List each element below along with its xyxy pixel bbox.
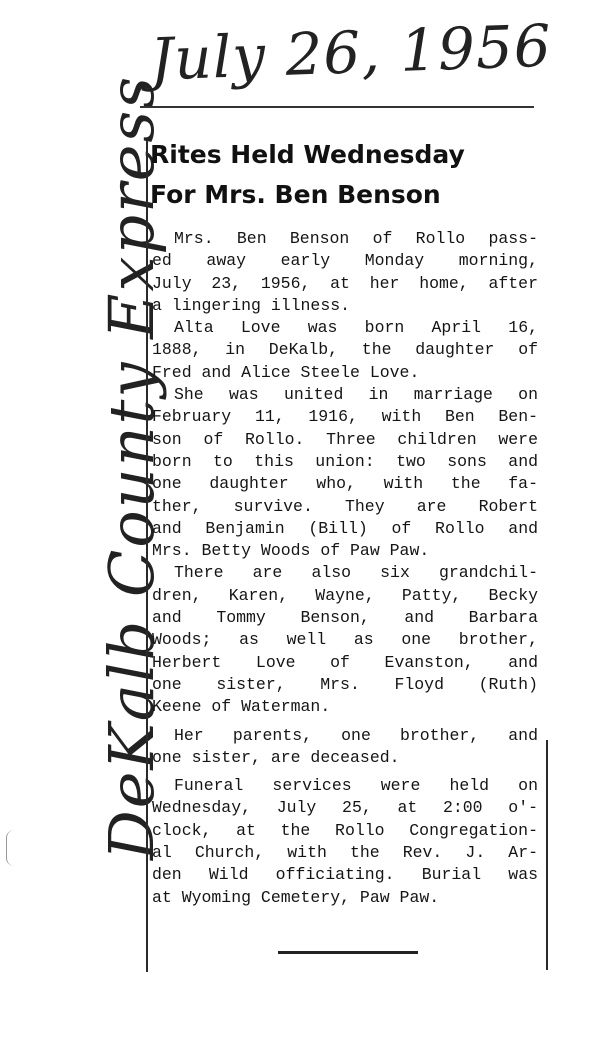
article-line: dren, Karen, Wayne, Patty, Becky bbox=[152, 585, 538, 605]
article-line: Alta Love was born April 16, bbox=[174, 318, 538, 338]
column-rule-right bbox=[546, 740, 548, 970]
article-line: Funeral services were held on bbox=[174, 776, 538, 796]
article-paragraph-2 bbox=[152, 317, 538, 384]
article-paragraph-1 bbox=[152, 228, 538, 317]
article-line: Herbert Love of Evanston, and bbox=[152, 652, 538, 672]
handwritten-date: July 26, 1956 bbox=[148, 11, 553, 94]
article-line: There are also six grandchil- bbox=[174, 563, 538, 583]
article-line: a lingering illness. bbox=[152, 295, 351, 315]
column-rule-left bbox=[146, 140, 148, 972]
article-line: February 11, 1916, with Ben Ben- bbox=[152, 407, 538, 427]
article-line: Woods; as well as one brother, bbox=[152, 630, 538, 650]
article-line: and Benjamin (Bill) of Rollo and bbox=[152, 518, 538, 538]
article-line: July 23, 1956, at her home, after bbox=[152, 273, 538, 293]
article-line: one daughter who, with the fa- bbox=[152, 474, 538, 494]
clipping-top-rule bbox=[140, 106, 534, 108]
article-line: son of Rollo. Three children were bbox=[152, 429, 538, 449]
article-line: Mrs. Betty Woods of Paw Paw. bbox=[152, 541, 430, 561]
article-line: Her parents, one brother, and bbox=[174, 725, 538, 745]
article-line: one sister, are deceased. bbox=[152, 747, 400, 767]
article-line: ed away early Monday morning, bbox=[152, 251, 538, 271]
article-line: Wednesday, July 25, at 2:00 o'- bbox=[152, 798, 538, 818]
article-line: 1888, in DeKalb, the daughter of bbox=[152, 340, 538, 360]
article-paragraph-6 bbox=[152, 775, 538, 909]
headline-line-1: Rites Held Wednesday bbox=[150, 140, 465, 169]
article-line: Keene of Waterman. bbox=[152, 697, 331, 717]
headline bbox=[150, 135, 530, 215]
article-line: and Tommy Benson, and Barbara bbox=[152, 608, 538, 628]
article-line: at Wyoming Cemetery, Paw Paw. bbox=[152, 887, 440, 907]
article-line: den Wild officiating. Burial was bbox=[152, 865, 538, 885]
article-line: ther, survive. They are Robert bbox=[152, 496, 538, 516]
article-body bbox=[152, 228, 538, 909]
headline-line-2: For Mrs. Ben Benson bbox=[150, 180, 441, 209]
article-paragraph-4 bbox=[152, 562, 538, 718]
article-paragraph-3 bbox=[152, 384, 538, 562]
article-paragraph-5 bbox=[152, 725, 538, 770]
article-line: clock, at the Rollo Congregation- bbox=[152, 820, 538, 840]
article-line: Mrs. Ben Benson of Rollo pass- bbox=[174, 229, 538, 248]
article-line: She was united in marriage on bbox=[174, 385, 538, 405]
article-end-rule bbox=[278, 951, 418, 954]
margin-mark bbox=[6, 830, 17, 866]
handwritten-source-note: DeKalb County Express bbox=[95, 74, 168, 860]
article-line: born to this union: two sons and bbox=[152, 451, 538, 471]
article-line: al Church, with the Rev. J. Ar- bbox=[152, 843, 538, 863]
article-line: one sister, Mrs. Floyd (Ruth) bbox=[152, 674, 538, 694]
article-line: Fred and Alice Steele Love. bbox=[152, 362, 420, 382]
